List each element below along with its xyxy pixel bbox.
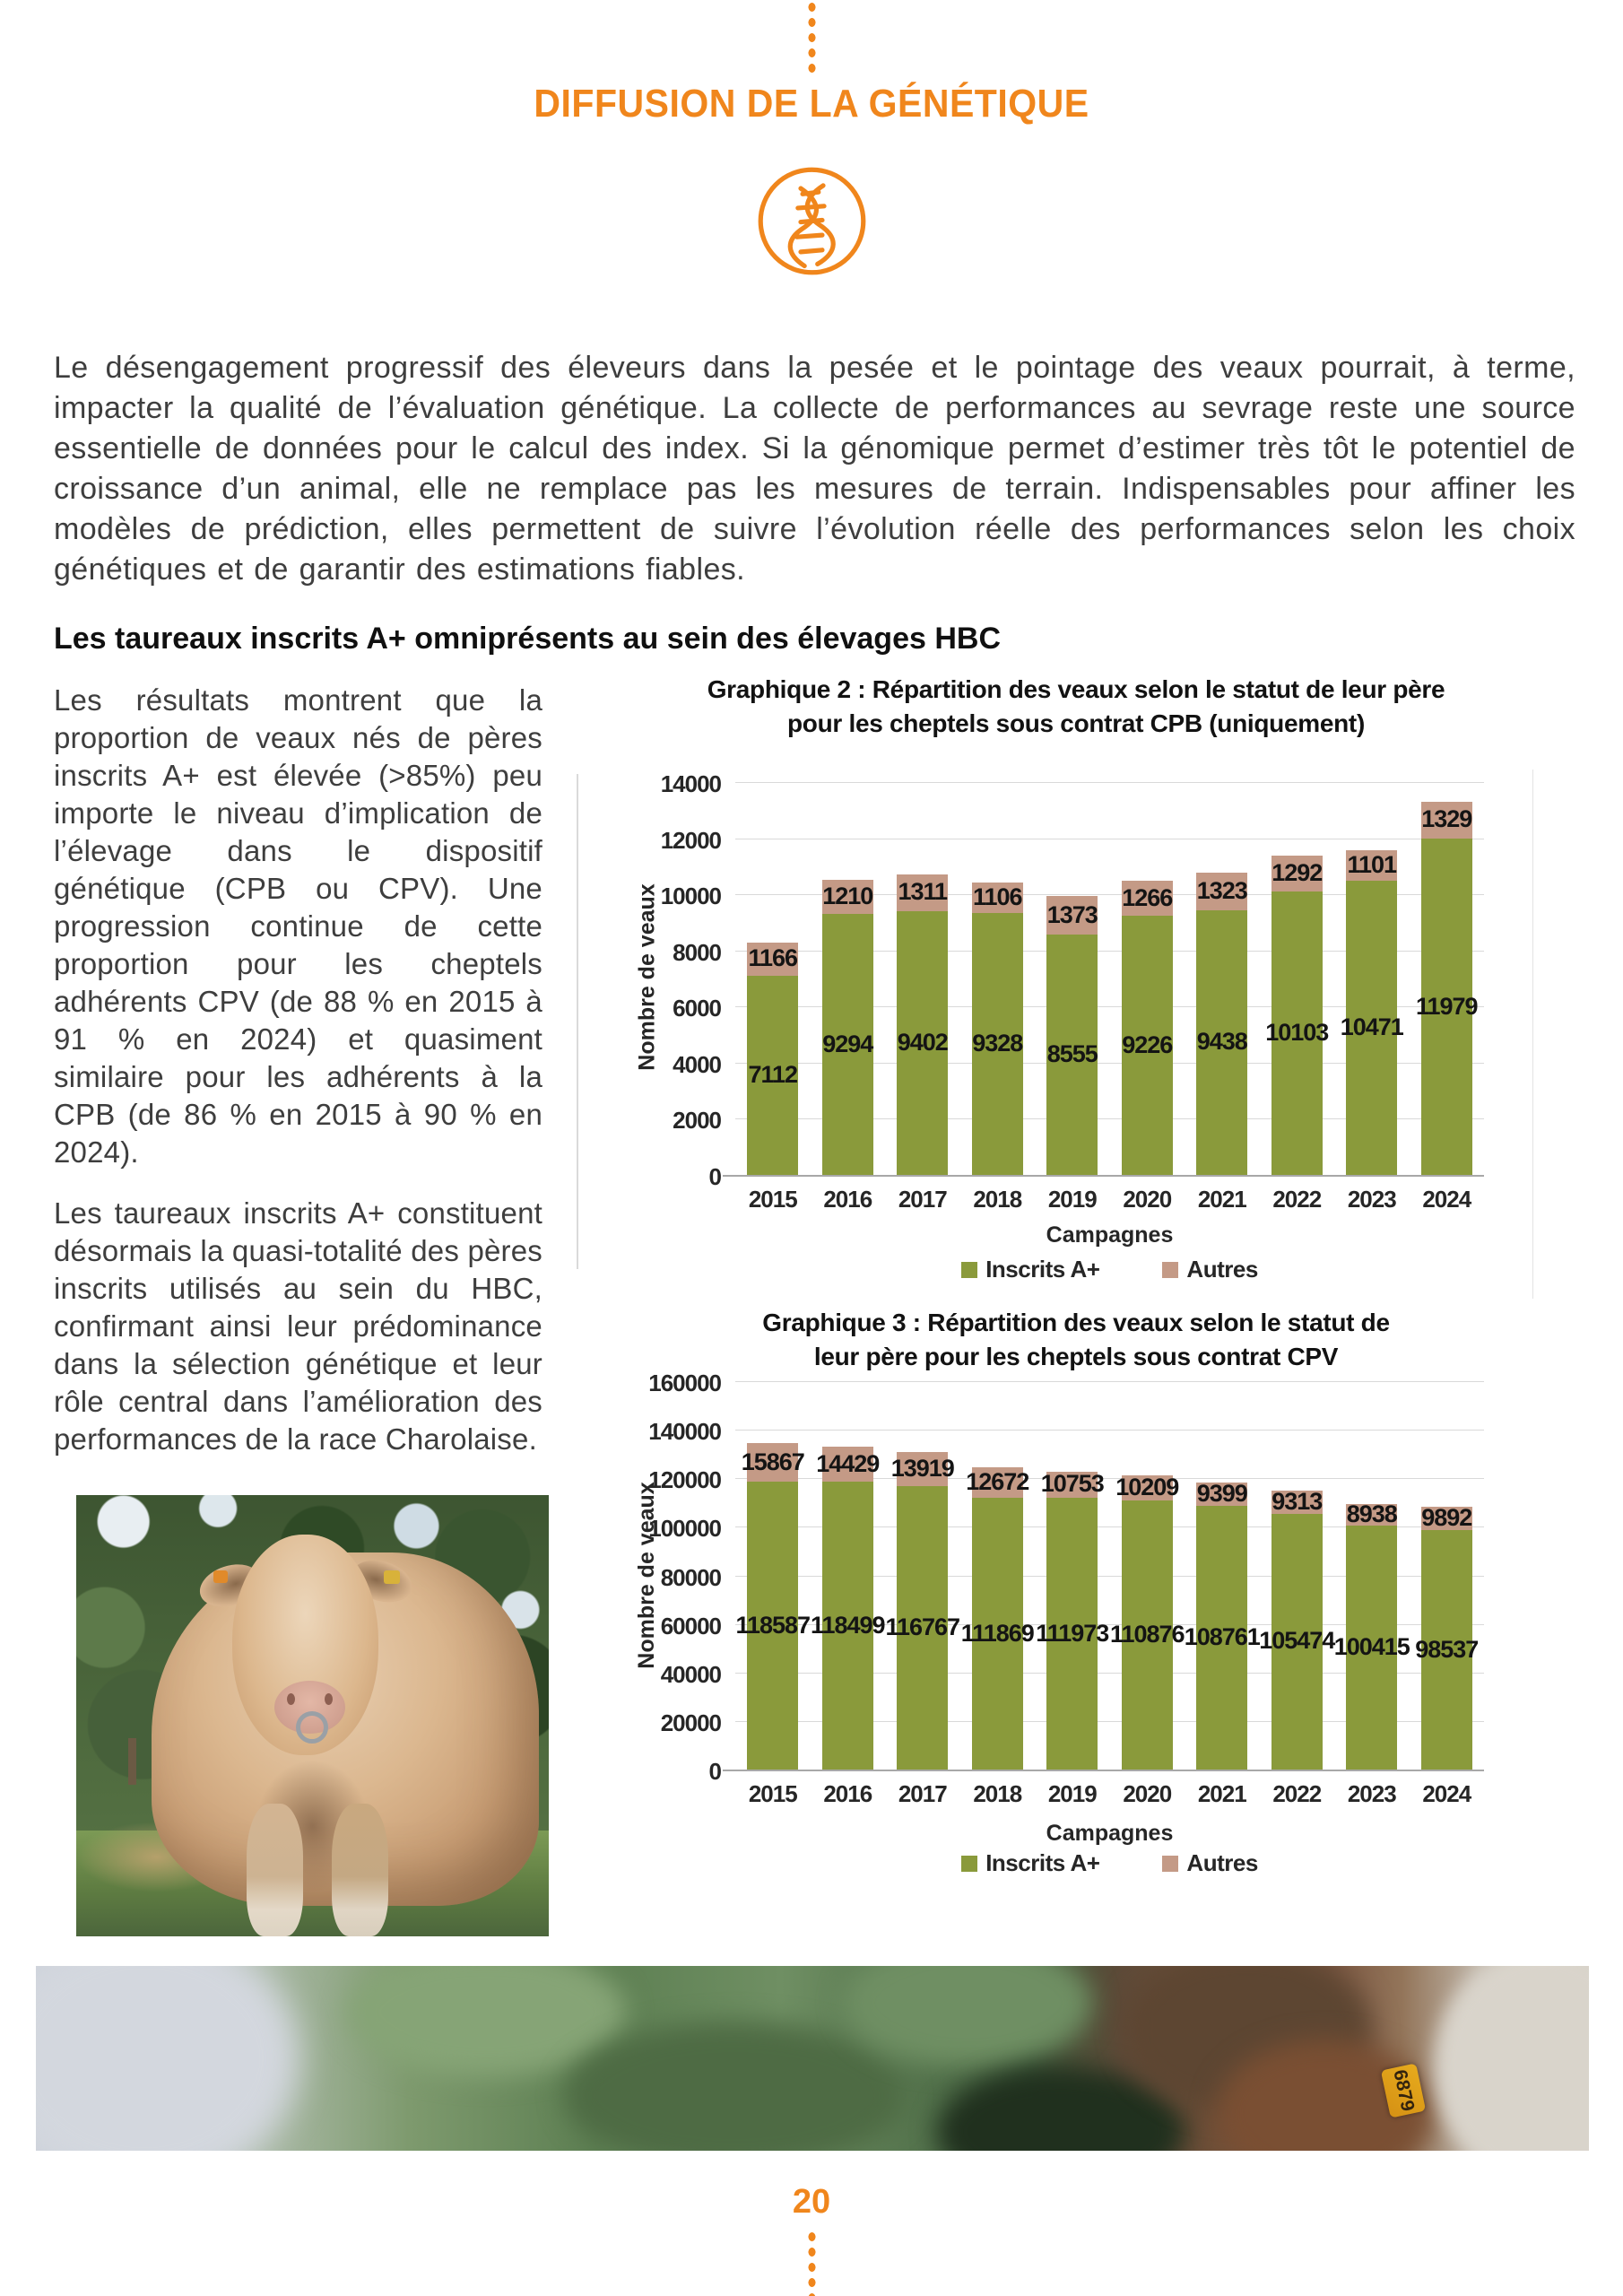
stacked-bar-chart-cpb: [592, 662, 1578, 1309]
data-label: 8938: [1346, 1500, 1397, 1528]
bull-art-ear-tag: [384, 1570, 400, 1584]
x-tick-label: 2021: [1197, 1780, 1246, 1807]
chart-frame-border: [1532, 770, 1533, 1299]
x-tick-label: 2024: [1422, 1780, 1471, 1807]
data-label: 1266: [1122, 883, 1173, 911]
y-tick-label: 100000: [648, 1515, 721, 1543]
data-label: 9438: [1196, 1028, 1247, 1056]
bull-art-ear-tag: [213, 1570, 228, 1583]
y-tick-label: 4000: [673, 1050, 721, 1078]
y-tick-label: 8000: [673, 938, 721, 966]
x-tick-label: 2021: [1197, 1186, 1246, 1213]
banner-photo: [36, 1966, 1589, 2151]
x-tick-label: 2019: [1047, 1186, 1097, 1213]
data-label: 1311: [898, 878, 948, 906]
data-label: 15867: [741, 1448, 804, 1475]
x-tick-label: 2020: [1123, 1186, 1172, 1213]
data-label: 111869: [960, 1619, 1034, 1647]
chart-graphique-3: [592, 1299, 1578, 1918]
x-tick-label: 2022: [1272, 1186, 1322, 1213]
x-tick-label: 2020: [1123, 1780, 1172, 1807]
legend-label: Autres: [1186, 1256, 1258, 1283]
x-tick-label: 2015: [748, 1780, 797, 1807]
data-label: 10209: [1115, 1474, 1179, 1501]
x-tick-label: 2018: [973, 1186, 1022, 1213]
y-tick-label: 80000: [660, 1563, 721, 1591]
chart-legend: [735, 1256, 1484, 1283]
data-label: 1101: [1347, 851, 1397, 879]
intro-paragraph: Le désengagement progressif des éleveurs dans la pesée et le pointage des veaux pourrait, à terme, impacter la qualité de l’évaluation génétique. La collecte de performances au sevrage reste une source essentielle de données pour le calcul des index. Si la génomique permet d’estimer très tôt le potentiel de croissance d’un animal, elle ne remplace pas les mesures de terrain. Indispensables pour affiner les modèles de prédiction, elles permettent de suivre l’évolution réelle des performances selon les choix génétiques et de garantir des estimations fiables.: [54, 351, 1575, 587]
top-dotted-line: [808, 0, 816, 79]
x-tick-label: 2022: [1272, 1780, 1322, 1807]
legend-swatch: [961, 1262, 977, 1278]
x-tick-label: 2023: [1347, 1186, 1396, 1213]
data-label: 100415: [1333, 1633, 1410, 1661]
chart-title-line: pour les cheptels sous contrat CPB (uniquement): [787, 709, 1365, 737]
data-label: 10103: [1265, 1018, 1329, 1046]
legend-swatch: [1162, 1262, 1178, 1278]
data-label: 14429: [816, 1449, 880, 1477]
data-label: 10753: [1040, 1470, 1104, 1498]
x-tick-label: 2015: [748, 1186, 797, 1213]
data-label: 118587: [735, 1611, 811, 1639]
banner-art-foliage: [844, 1966, 1092, 2067]
bull-photo: [76, 1495, 549, 1936]
x-axis-line: [723, 1175, 1484, 1177]
chart-title-line: leur père pour les cheptels sous contrat CPV: [813, 1343, 1339, 1370]
banner-art-foliage: [564, 2022, 906, 2151]
plot-area: [660, 770, 1484, 1213]
y-tick-label: 2000: [673, 1107, 721, 1135]
legend-swatch: [961, 1856, 977, 1872]
x-tick-label: 2018: [973, 1780, 1022, 1807]
left-text-column: [54, 682, 542, 1482]
bottom-dotted-line: [808, 2230, 816, 2296]
y-tick-label: 120000: [648, 1466, 721, 1494]
column-divider: [577, 774, 578, 1269]
x-axis-line: [723, 1770, 1484, 1771]
data-label: 1373: [1046, 900, 1098, 928]
data-label: 9402: [897, 1028, 948, 1056]
ear-tag-number: 6879: [1389, 2068, 1419, 2114]
legend-item: [1162, 1849, 1257, 1877]
page-title: DIFFUSION DE LA GÉNÉTIQUE: [534, 81, 1089, 126]
legend-item: [1162, 1256, 1257, 1283]
bull-art-nostril: [287, 1693, 295, 1705]
y-tick-label: 0: [708, 1163, 721, 1190]
data-label: 13919: [890, 1455, 954, 1483]
y-tick-label: 40000: [660, 1660, 721, 1688]
x-tick-label: 2023: [1347, 1780, 1396, 1807]
x-tick-label: 2016: [823, 1186, 872, 1213]
y-tick-label: 10000: [660, 883, 721, 910]
chart-legend: [735, 1849, 1484, 1877]
y-axis-title: Nombre de veaux: [634, 1482, 659, 1669]
page-number: 20: [792, 2183, 831, 2221]
y-tick-label: 160000: [648, 1370, 721, 1396]
bull-art-nose-ring: [296, 1711, 328, 1744]
data-label: 8555: [1046, 1040, 1098, 1068]
chart-title-line: Graphique 2 : Répartition des veaux selon le statut de leur père: [707, 675, 1445, 703]
plot-area: [648, 1370, 1484, 1807]
data-label: 12672: [966, 1468, 1029, 1496]
data-label: 110876: [1109, 1620, 1185, 1648]
banner-art-sky: [36, 1966, 299, 2151]
y-tick-label: 20000: [660, 1709, 721, 1736]
legend-label: Inscrits A+: [985, 1256, 1100, 1283]
chart-title-line: Graphique 3 : Répartition des veaux selon le statut de: [762, 1309, 1390, 1336]
y-tick-label: 12000: [660, 826, 721, 854]
data-label: 10471: [1340, 1013, 1403, 1041]
bull-art-fence-post: [128, 1738, 136, 1785]
data-label: 9892: [1421, 1503, 1472, 1531]
gridline: [735, 1381, 1484, 1382]
body-paragraph: Les résultats montrent que la proportion de veaux nés de pères inscrits A+ est élevée (>85%) peu importe le niveau d’implication de l’élevage dans le dispositif génétique (CPB ou CPV). Une progression continue de cette proportion pour les cheptels adhérents CPV (de 88 % en 2015 à 91 % en 2024) et quasiment similaire pour les adhérents à la CPB (de 86 % en 2015 à 90 % en 2024).: [54, 683, 542, 1169]
section-title: Les taureaux inscrits A+ omniprésents au sein des élevages HBC: [54, 622, 1001, 656]
x-tick-label: 2024: [1422, 1186, 1471, 1213]
legend-label: Inscrits A+: [985, 1849, 1100, 1876]
gridline: [735, 782, 1484, 783]
data-label: 9313: [1271, 1487, 1323, 1515]
y-tick-label: 60000: [660, 1612, 721, 1639]
data-label: 118499: [810, 1611, 885, 1639]
data-label: 1329: [1421, 805, 1472, 833]
dna-icon: [756, 165, 868, 277]
data-label: 7112: [748, 1060, 798, 1088]
x-tick-label: 2016: [823, 1780, 872, 1807]
y-tick-label: 14000: [660, 770, 721, 797]
data-label: 98537: [1415, 1635, 1479, 1663]
data-label: 108761: [1184, 1622, 1260, 1650]
x-tick-label: 2017: [898, 1780, 947, 1807]
data-label: 9294: [822, 1030, 873, 1057]
y-tick-label: 6000: [673, 995, 721, 1022]
data-label: 111973: [1036, 1619, 1109, 1647]
data-label: 1323: [1196, 877, 1247, 905]
x-axis-title: Campagnes: [1046, 1222, 1174, 1248]
data-label: 1166: [748, 944, 798, 972]
data-label: 1292: [1271, 858, 1323, 886]
data-label: 9399: [1196, 1479, 1247, 1507]
data-label: 9226: [1122, 1031, 1173, 1058]
x-tick-label: 2017: [898, 1186, 947, 1213]
data-label: 105474: [1259, 1627, 1335, 1655]
data-label: 11979: [1415, 992, 1478, 1020]
data-label: 9328: [972, 1030, 1023, 1057]
body-paragraph: Les taureaux inscrits A+ constituent désormais la quasi-totalité des pères inscrits utilisés au sein du HBC, confirmant ainsi leur prédominance dans la sélection génétique et leur rôle central dans l’amélioration des performances de la race Charolaise.: [54, 1196, 542, 1456]
y-tick-label: 0: [708, 1758, 721, 1785]
y-axis-title: Nombre de veaux: [634, 883, 660, 1071]
gridline: [735, 1430, 1484, 1431]
y-tick-label: 140000: [648, 1418, 721, 1446]
bull-art-nostril: [325, 1693, 333, 1705]
data-label: 1210: [822, 883, 873, 910]
legend-item: [961, 1849, 1099, 1877]
legend-swatch: [1162, 1856, 1178, 1872]
legend-label: Autres: [1186, 1849, 1258, 1876]
data-label: 116767: [885, 1613, 960, 1640]
stacked-bar-chart-cpv: [592, 1299, 1578, 1918]
data-label: 1106: [972, 883, 1022, 910]
bull-art-leg: [247, 1804, 303, 1936]
x-tick-label: 2019: [1047, 1780, 1097, 1807]
chart-graphique-2: [592, 662, 1578, 1309]
legend-item: [961, 1256, 1099, 1283]
banner-art-fur: [1434, 1966, 1589, 2151]
bull-art-leg: [332, 1804, 388, 1936]
x-axis-title: Campagnes: [1046, 1821, 1174, 1846]
